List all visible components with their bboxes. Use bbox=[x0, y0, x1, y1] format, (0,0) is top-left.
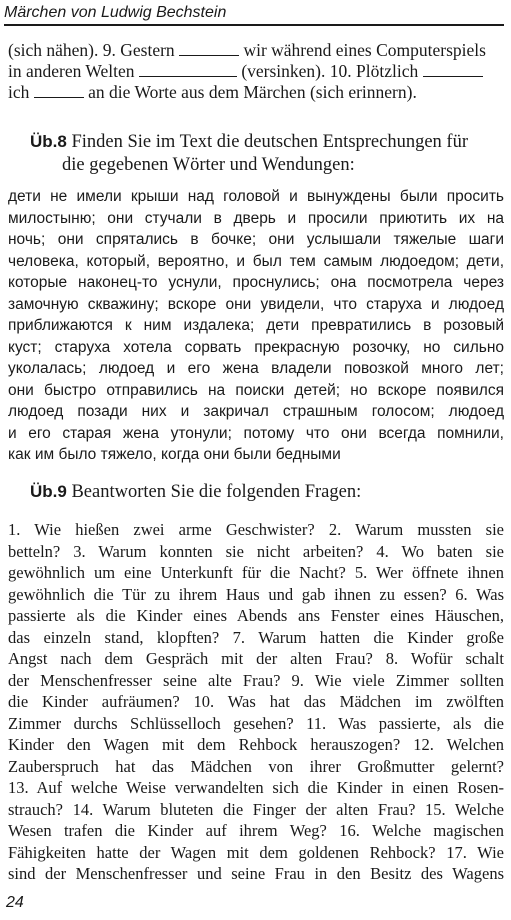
russian-text-line: куст; старуха хотела сорвать прекрасную розочку, но сильно bbox=[8, 338, 504, 356]
question-text-line: sind der Menschenfresser und seine Frau in den Besitz des Wagens bbox=[8, 864, 504, 883]
russian-text-line: милостыню; они стучали в дверь и просили приютить их на bbox=[8, 209, 504, 227]
exercise-8-heading bbox=[30, 130, 500, 177]
fill-blank-2 bbox=[139, 62, 237, 77]
top-paragraph bbox=[8, 40, 504, 103]
fill-blank-1 bbox=[179, 41, 239, 56]
question-text-line: das einzeln stand, klopften? 7. Warum hatten die Kinder große bbox=[8, 627, 504, 647]
question-text-line: Kinder den Wagen mit dem Rehbock herauszogen? 12. Welchen bbox=[8, 735, 504, 754]
russian-text-line: и его старая жена утонули; потому что они всегда помнили, bbox=[8, 424, 504, 442]
top-line-1-text-a: (sich nähen). 9. Gestern bbox=[8, 40, 175, 60]
question-text-line: passierte als die Kinder eines Abends ans Fenster eines Häuschen, bbox=[8, 606, 504, 625]
exercise-8-instruction-2: die gegebenen Wörter und Wendungen: bbox=[62, 155, 355, 175]
running-header: Märchen von Ludwig Bechstein bbox=[4, 4, 227, 21]
russian-text-line: как им было тяжело, когда они были бедными bbox=[8, 446, 341, 463]
top-line-1 bbox=[8, 40, 504, 61]
russian-text-line: людоед позади них и закричал страшным голосом; людоед bbox=[8, 403, 504, 420]
top-line-2-text-b: (versinken). 10. Plötzlich bbox=[241, 61, 419, 81]
question-text-line: 1. Wie hießen zwei arme Geschwister? 2. Warum mussten sie bbox=[8, 520, 504, 539]
fill-blank-4 bbox=[34, 83, 84, 98]
russian-text-line: приближаются к ним издалека; дети превратились в розовый bbox=[8, 317, 504, 334]
top-line-3-text-a: ich bbox=[8, 82, 30, 102]
question-text-line: die Kinder aufräumen? 10. Was hat das Mädchen im zwölften bbox=[8, 692, 504, 711]
question-text-line: strauch? 14. Warum bluteten die Finger der alten Frau? 15. Welche bbox=[8, 799, 504, 819]
question-text-line: 13. Auf welche Weise verwandelten sich die Kinder in einen Rosen- bbox=[8, 778, 504, 797]
russian-text-line: дети не имели крыши над головой и вынуждены были просить bbox=[8, 188, 504, 205]
question-text-line: der Menschenfresser seine alte Frau? 9. Wie viele Zimmer sollten bbox=[8, 670, 504, 690]
russian-text-line: замочную скважину; вскоре они увидели, что старуха и людоед bbox=[8, 295, 504, 313]
question-text-line: Zimmer durchs Schlüsselloch gesehen? 11. Was passierte, als die bbox=[8, 713, 504, 733]
page-number: 24 bbox=[6, 894, 24, 911]
exercise-9-number: Üb.9 bbox=[30, 482, 67, 501]
top-line-2 bbox=[8, 61, 504, 82]
russian-text-line: ночь; они спрятались в бочке; они услышали тяжелые шаги bbox=[8, 231, 504, 248]
header-rule bbox=[4, 24, 504, 26]
question-text-line: gewöhnlich um eine Unterkunft für die Nacht? 5. Wer öffnete ihnen bbox=[8, 563, 504, 582]
russian-text-line: человека, который, вероятно, и был тем самым людоедом; дети, bbox=[8, 252, 504, 270]
russian-text-line: они быстро отправились на поиски детей; но вскоре появился bbox=[8, 381, 504, 399]
exercise-9-heading bbox=[30, 480, 500, 504]
question-text-line: gewöhnlich die Tür zu ihrem Haus und gab ihnen zu essen? 6. Was bbox=[8, 584, 504, 604]
question-text-line: betteln? 3. Warum konnten sie nicht arbeiten? 4. Wo baten sie bbox=[8, 541, 504, 561]
fill-blank-3 bbox=[423, 62, 483, 77]
exercise-8-instruction-1: Finden Sie im Text die deutschen Entsprechungen für bbox=[71, 132, 469, 152]
exercise-9-instruction: Beantworten Sie die folgenden Fragen: bbox=[71, 482, 362, 502]
question-text-line: Wesen trafen die Kinder auf ihrem Weg? 16. Welche magischen bbox=[8, 821, 504, 840]
question-text-line: Fähigkeiten hatte der Wagen mit dem goldenen Rehbock? 17. Wie bbox=[8, 842, 504, 862]
russian-text-line: которые наконец-то уснули, проснулись; она посмотрела через bbox=[8, 274, 504, 291]
top-line-2-text-a: in anderen Welten bbox=[8, 61, 135, 81]
question-text-line: Zauberspruch hat das Mädchen von ihrer Großmutter gelernt? bbox=[8, 756, 504, 776]
question-text-line: Angst nach dem Gespräch mit der alten Frau? 8. Wofür schalt bbox=[8, 649, 504, 668]
top-line-3-text-b: an die Worte aus dem Märchen (sich erinnern). bbox=[88, 82, 417, 102]
top-line-1-text-b: wir während eines Computerspiels bbox=[243, 40, 486, 60]
exercise-9-questions bbox=[8, 519, 504, 885]
exercise-8-line-1 bbox=[30, 130, 500, 154]
russian-text-line: уколалась; людоед и его жена владели повозкой много лет; bbox=[8, 360, 504, 377]
top-line-3 bbox=[8, 82, 504, 103]
exercise-8-russian-text bbox=[8, 186, 504, 466]
exercise-8-number: Üb.8 bbox=[30, 132, 67, 151]
exercise-9-line bbox=[30, 480, 500, 504]
